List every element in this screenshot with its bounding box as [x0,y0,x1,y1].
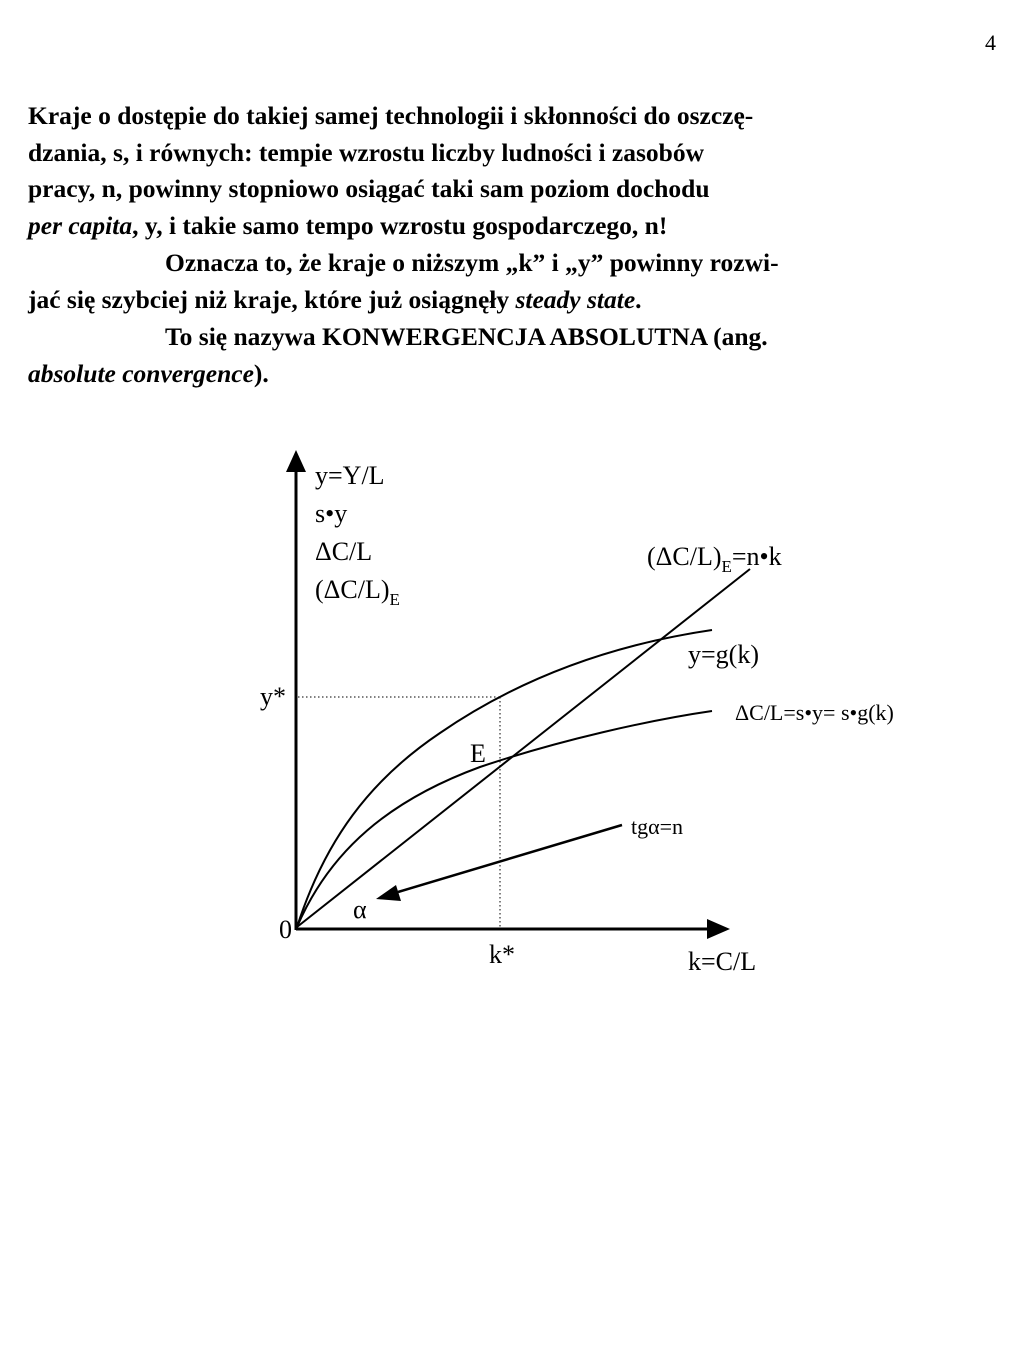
paragraph-2-end: . [635,284,642,314]
depreciation-line-nk [297,569,750,927]
x-axis-arrow [707,919,730,939]
line-label-nk [647,542,782,576]
k-star-label: k* [489,940,515,969]
y-axis-label-4-main: (ΔC/L) [315,575,390,604]
paragraph-1-line-1: Kraje o dostępie do takiej samej technologii i skłonności do oszczę- [28,101,754,130]
y-star-label: y* [260,682,286,711]
paragraph-1-line-4: , y, i takie samo tempo wzrostu gospodarczego, n! [132,210,668,240]
paragraph-1-line-3: pracy, n, powinny stopniowo osiągać taki sam poziom dochodu [28,174,710,203]
y-axis-label-3: ΔC/L [315,537,373,566]
tangent-arrow-head [376,885,401,901]
angle-label: α [353,895,367,924]
x-axis-label: k=C/L [688,947,757,976]
tangent-label: tgα=n [631,814,684,839]
y-axis-arrow [286,450,306,472]
y-axis-label-4-sub: E [389,590,400,609]
paragraph-2-line-1: Oznacza to, że kraje o niższym „k” i „y” powinny rozwi- [165,248,779,277]
line-label-sub: E [721,557,732,576]
y-axis-label-4 [315,575,400,609]
paragraph-2-line-2: jać się szybciej niż kraje, które już osiągnęły [28,284,516,314]
page-number: 4 [985,30,996,55]
paragraph-3-italic: absolute convergence [28,358,254,388]
y-axis-label-1: y=Y/L [315,461,385,490]
paragraph-1-line-2: dzania, s, i równych: tempie wzrostu liczby ludności i zasobów [28,137,704,167]
paragraph-3-line-1: To się nazywa KONWERGENCJA ABSOLUTNA (ang. [165,322,768,351]
paragraph-2-italic: steady state [515,284,636,314]
curve-label-g: y=g(k) [688,640,759,669]
production-curve-g [297,630,712,927]
tangent-arrow-line [398,825,622,892]
paragraph-3-end: ). [253,358,269,388]
line-label-main: (ΔC/L) [647,542,722,571]
origin-label: 0 [279,915,292,944]
y-axis-label-2: s•y [315,499,348,528]
point-e-label: E [470,739,486,768]
line-label-end: =n•k [731,542,782,571]
curve-label-sg: ΔC/L=s•y= s•g(k) [735,700,894,725]
paragraph-1-italic: per capita [28,210,133,240]
